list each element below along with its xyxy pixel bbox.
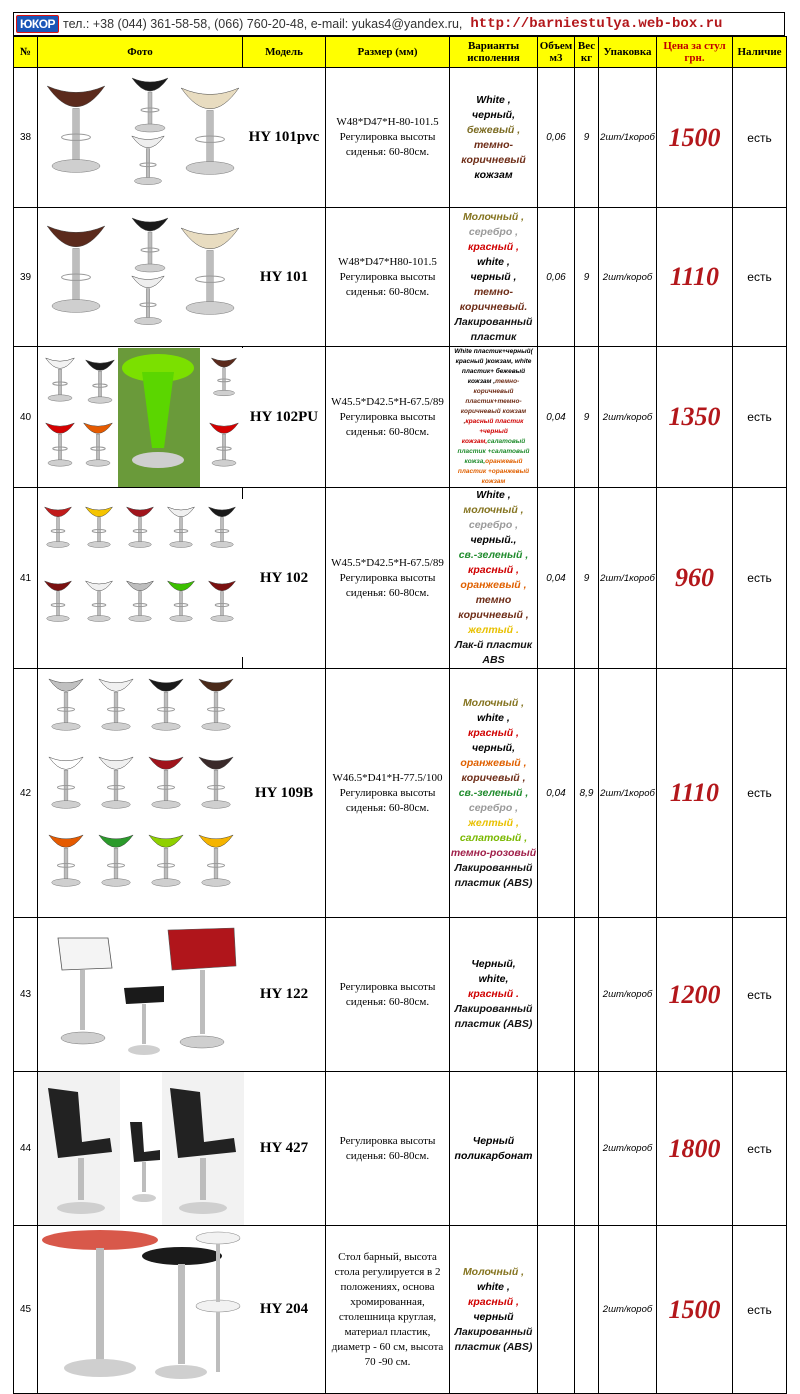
col-pack: Упаковка	[599, 37, 657, 68]
product-photo	[38, 499, 244, 657]
price-value: 1200	[657, 918, 733, 1072]
table-row	[14, 488, 787, 669]
weight-value: 9	[575, 488, 599, 669]
variant-item: темно-коричневый пластик+темно-коричневый кожзам ,	[460, 378, 527, 425]
volume-value: 0,04	[538, 347, 575, 488]
variant-item: темно-коричневый	[461, 138, 526, 166]
variant-item: white ,	[477, 1280, 510, 1293]
variant-item: красный ,	[468, 564, 519, 576]
stock-status: есть	[733, 669, 787, 918]
price-value: 1350	[657, 347, 733, 488]
product-photo	[38, 68, 244, 207]
weight-value	[575, 1072, 599, 1226]
variant-item: серебро ,	[468, 801, 519, 814]
volume-value: 0,06	[538, 68, 575, 208]
packaging-value: 2шт/короб	[599, 347, 657, 488]
col-weight: Вес кг	[575, 37, 599, 68]
variant-item: салатовый пластик +салатовый кожза,	[457, 438, 530, 465]
photo-cell	[38, 68, 243, 208]
variant-item: темно коричневый ,	[458, 594, 529, 621]
variant-item: черный ,	[470, 270, 517, 283]
variant-item: оранжевый ,	[460, 756, 527, 769]
col-price: Цена за стул грн.	[657, 37, 733, 68]
stock-status: есть	[733, 1226, 787, 1394]
col-stock: Наличие	[733, 37, 787, 68]
volume-value	[538, 1226, 575, 1394]
volume-value	[538, 1072, 575, 1226]
table-row	[14, 347, 787, 488]
variant-item: Молочный ,	[462, 696, 525, 709]
table-row	[14, 1072, 787, 1226]
row-number: 45	[14, 1226, 38, 1394]
packaging-value: 2шт/1короб	[599, 68, 657, 208]
weight-value	[575, 1226, 599, 1394]
variant-item: Молочный ,	[462, 210, 525, 223]
weight-value	[575, 918, 599, 1072]
price-value: 1500	[657, 68, 733, 208]
model-name: HY 204	[243, 1226, 326, 1394]
packaging-value: 2шт/короб	[599, 1072, 657, 1226]
packaging-value: 2шт/короб	[599, 918, 657, 1072]
model-name: HY 102	[243, 488, 326, 669]
photo-cell	[38, 347, 243, 488]
volume-value: 0,04	[538, 669, 575, 918]
variant-item: красный .	[468, 988, 519, 1000]
variant-item: красный ,	[468, 1295, 519, 1308]
variant-item: white ,	[477, 255, 510, 268]
col-photo: Фото	[38, 37, 243, 68]
model-name: HY 102PU	[243, 347, 326, 488]
price-value: 1800	[657, 1072, 733, 1226]
variant-item: white ,	[477, 711, 510, 724]
variants-list	[450, 1072, 538, 1226]
packaging-value: 2шт/1короб	[599, 488, 657, 669]
col-model: Модель	[243, 37, 326, 68]
table-row	[14, 669, 787, 918]
variant-item: оранжевый ,	[460, 579, 527, 591]
variant-item: черный,	[471, 108, 515, 121]
variant-item: салатовый ,	[459, 831, 528, 844]
row-number: 42	[14, 669, 38, 918]
variants-list	[450, 669, 538, 918]
packaging-value: 2шт/короб	[599, 208, 657, 347]
model-name: HY 122	[243, 918, 326, 1072]
price-value: 1500	[657, 1226, 733, 1394]
variants-list	[450, 347, 538, 488]
weight-value: 9	[575, 208, 599, 347]
stock-status: есть	[733, 488, 787, 669]
product-photo	[38, 1226, 244, 1393]
variant-item: Лак-й пластик ABS	[454, 639, 533, 666]
photo-cell	[38, 488, 243, 669]
photo-cell	[38, 918, 243, 1072]
price-value: 1110	[657, 208, 733, 347]
size-description: Стол барный, высота стола регулируется в 2 положениях, основа хромированная, столешница круглая, материал пластик, диаметр - 60 см, высота 70 -90 см.	[326, 1226, 450, 1394]
variant-item: желтый ,	[468, 816, 519, 829]
size-description: W46.5*D41*H-77.5/100 Регулировка высоты сиденья: 60-80см.	[326, 669, 450, 918]
stock-status: есть	[733, 208, 787, 347]
table-row	[14, 68, 787, 208]
row-number: 44	[14, 1072, 38, 1226]
row-number: 43	[14, 918, 38, 1072]
table-row	[14, 918, 787, 1072]
company-logo: ЮКОР	[16, 15, 59, 33]
stock-status: есть	[733, 1072, 787, 1226]
variants-list	[450, 208, 538, 347]
header-bar	[13, 12, 785, 36]
contact-info: тел.: +38 (044) 361-58-58, (066) 760-20-48, e-mail: yukas4@yandex.ru,	[63, 17, 463, 31]
variant-item: Молочный ,	[462, 1265, 525, 1278]
variants-list	[450, 68, 538, 208]
model-name: HY 101	[243, 208, 326, 347]
product-photo	[38, 348, 244, 487]
variant-item: желтый .	[468, 624, 519, 636]
variant-item: черный,	[471, 741, 515, 754]
table-header-row	[14, 37, 787, 68]
variant-item: Лакированный пластик (ABS)	[454, 1325, 533, 1353]
variants-list	[450, 918, 538, 1072]
variant-item: Лакированный пластик (ABS)	[454, 1003, 533, 1030]
weight-value: 9	[575, 347, 599, 488]
product-photo	[38, 918, 244, 1071]
variants-list	[450, 488, 538, 669]
variants-list	[450, 1226, 538, 1394]
variant-item: Лакированный пластик	[454, 315, 533, 343]
variant-item: серебро ,	[468, 225, 519, 238]
variant-item: Черный поликарбонат	[454, 1134, 533, 1162]
product-photo	[38, 1072, 244, 1225]
variant-item: красный ,	[468, 240, 519, 253]
variant-item: Лакированный пластик (ABS)	[454, 861, 533, 889]
photo-cell	[38, 208, 243, 347]
variant-item: Черный,	[471, 958, 516, 970]
variant-item: White ,	[476, 489, 511, 501]
variant-item: White пластик+черный( красный )кожзам, white пластик+ бежевый кожзам ,	[454, 348, 533, 385]
product-photo	[38, 208, 244, 346]
stock-status: есть	[733, 347, 787, 488]
weight-value: 9	[575, 68, 599, 208]
photo-cell	[38, 1226, 243, 1394]
variant-item: темно-коричневый.	[459, 285, 528, 313]
variant-item: св.-зеленый ,	[458, 786, 529, 799]
packaging-value: 2шт/1короб	[599, 669, 657, 918]
variant-item: св.-зеленый ,	[458, 549, 529, 561]
photo-cell	[38, 1072, 243, 1226]
row-number: 40	[14, 347, 38, 488]
col-variants: Варианты исполения	[450, 37, 538, 68]
variant-item: красный пластик +черный кожзам,	[461, 418, 524, 445]
size-description: W48*D47*H80-101.5 Регулировка высоты сиденья: 60-80см.	[326, 208, 450, 347]
volume-value	[538, 918, 575, 1072]
variant-item: бежевый ,	[466, 123, 521, 136]
col-volume: Объем м3	[538, 37, 575, 68]
model-name: HY 427	[243, 1072, 326, 1226]
variant-item: молочный ,	[463, 504, 524, 516]
stock-status: есть	[733, 68, 787, 208]
variant-item: коричевый ,	[461, 771, 526, 784]
col-num: №	[14, 37, 38, 68]
size-description: Регулировка высоты сиденья: 60-80см.	[326, 1072, 450, 1226]
variant-item: серебро ,	[468, 519, 519, 531]
price-table	[13, 36, 787, 1394]
price-value: 960	[657, 488, 733, 669]
stock-status: есть	[733, 918, 787, 1072]
variant-item: кожзам	[474, 168, 513, 181]
col-size: Размер (мм)	[326, 37, 450, 68]
variant-item: оранжевый пластик +оранжевый кожзам	[457, 458, 530, 485]
variant-item: white,	[478, 973, 509, 985]
row-number: 38	[14, 68, 38, 208]
table-row	[14, 208, 787, 347]
row-number: 39	[14, 208, 38, 347]
table-row	[14, 1226, 787, 1394]
weight-value: 8,9	[575, 669, 599, 918]
product-photo	[38, 669, 244, 917]
variant-item: красный ,	[468, 726, 519, 739]
size-description: W45.5*D42.5*H-67.5/89 Регулировка высоты сиденья: 60-80см.	[326, 347, 450, 488]
photo-cell	[38, 669, 243, 918]
volume-value: 0,04	[538, 488, 575, 669]
volume-value: 0,06	[538, 208, 575, 347]
size-description: W48*D47*H-80-101.5 Регулировка высоты сиденья: 60-80см.	[326, 68, 450, 208]
site-link[interactable]: http://barniestulya.web-box.ru	[470, 16, 723, 32]
variant-item: White ,	[476, 93, 511, 106]
price-value: 1110	[657, 669, 733, 918]
variant-item: темно-розовый	[450, 846, 537, 859]
size-description: W45.5*D42.5*H-67.5/89 Регулировка высоты сиденья: 60-80см.	[326, 488, 450, 669]
model-name: HY 109B	[243, 669, 326, 918]
row-number: 41	[14, 488, 38, 669]
size-description: Регулировка высоты сиденья: 60-80см.	[326, 918, 450, 1072]
variant-item: черный	[473, 1310, 514, 1323]
variant-item: черный.,	[470, 534, 517, 546]
model-name: HY 101pvc	[243, 68, 326, 208]
packaging-value: 2шт/короб	[599, 1226, 657, 1394]
